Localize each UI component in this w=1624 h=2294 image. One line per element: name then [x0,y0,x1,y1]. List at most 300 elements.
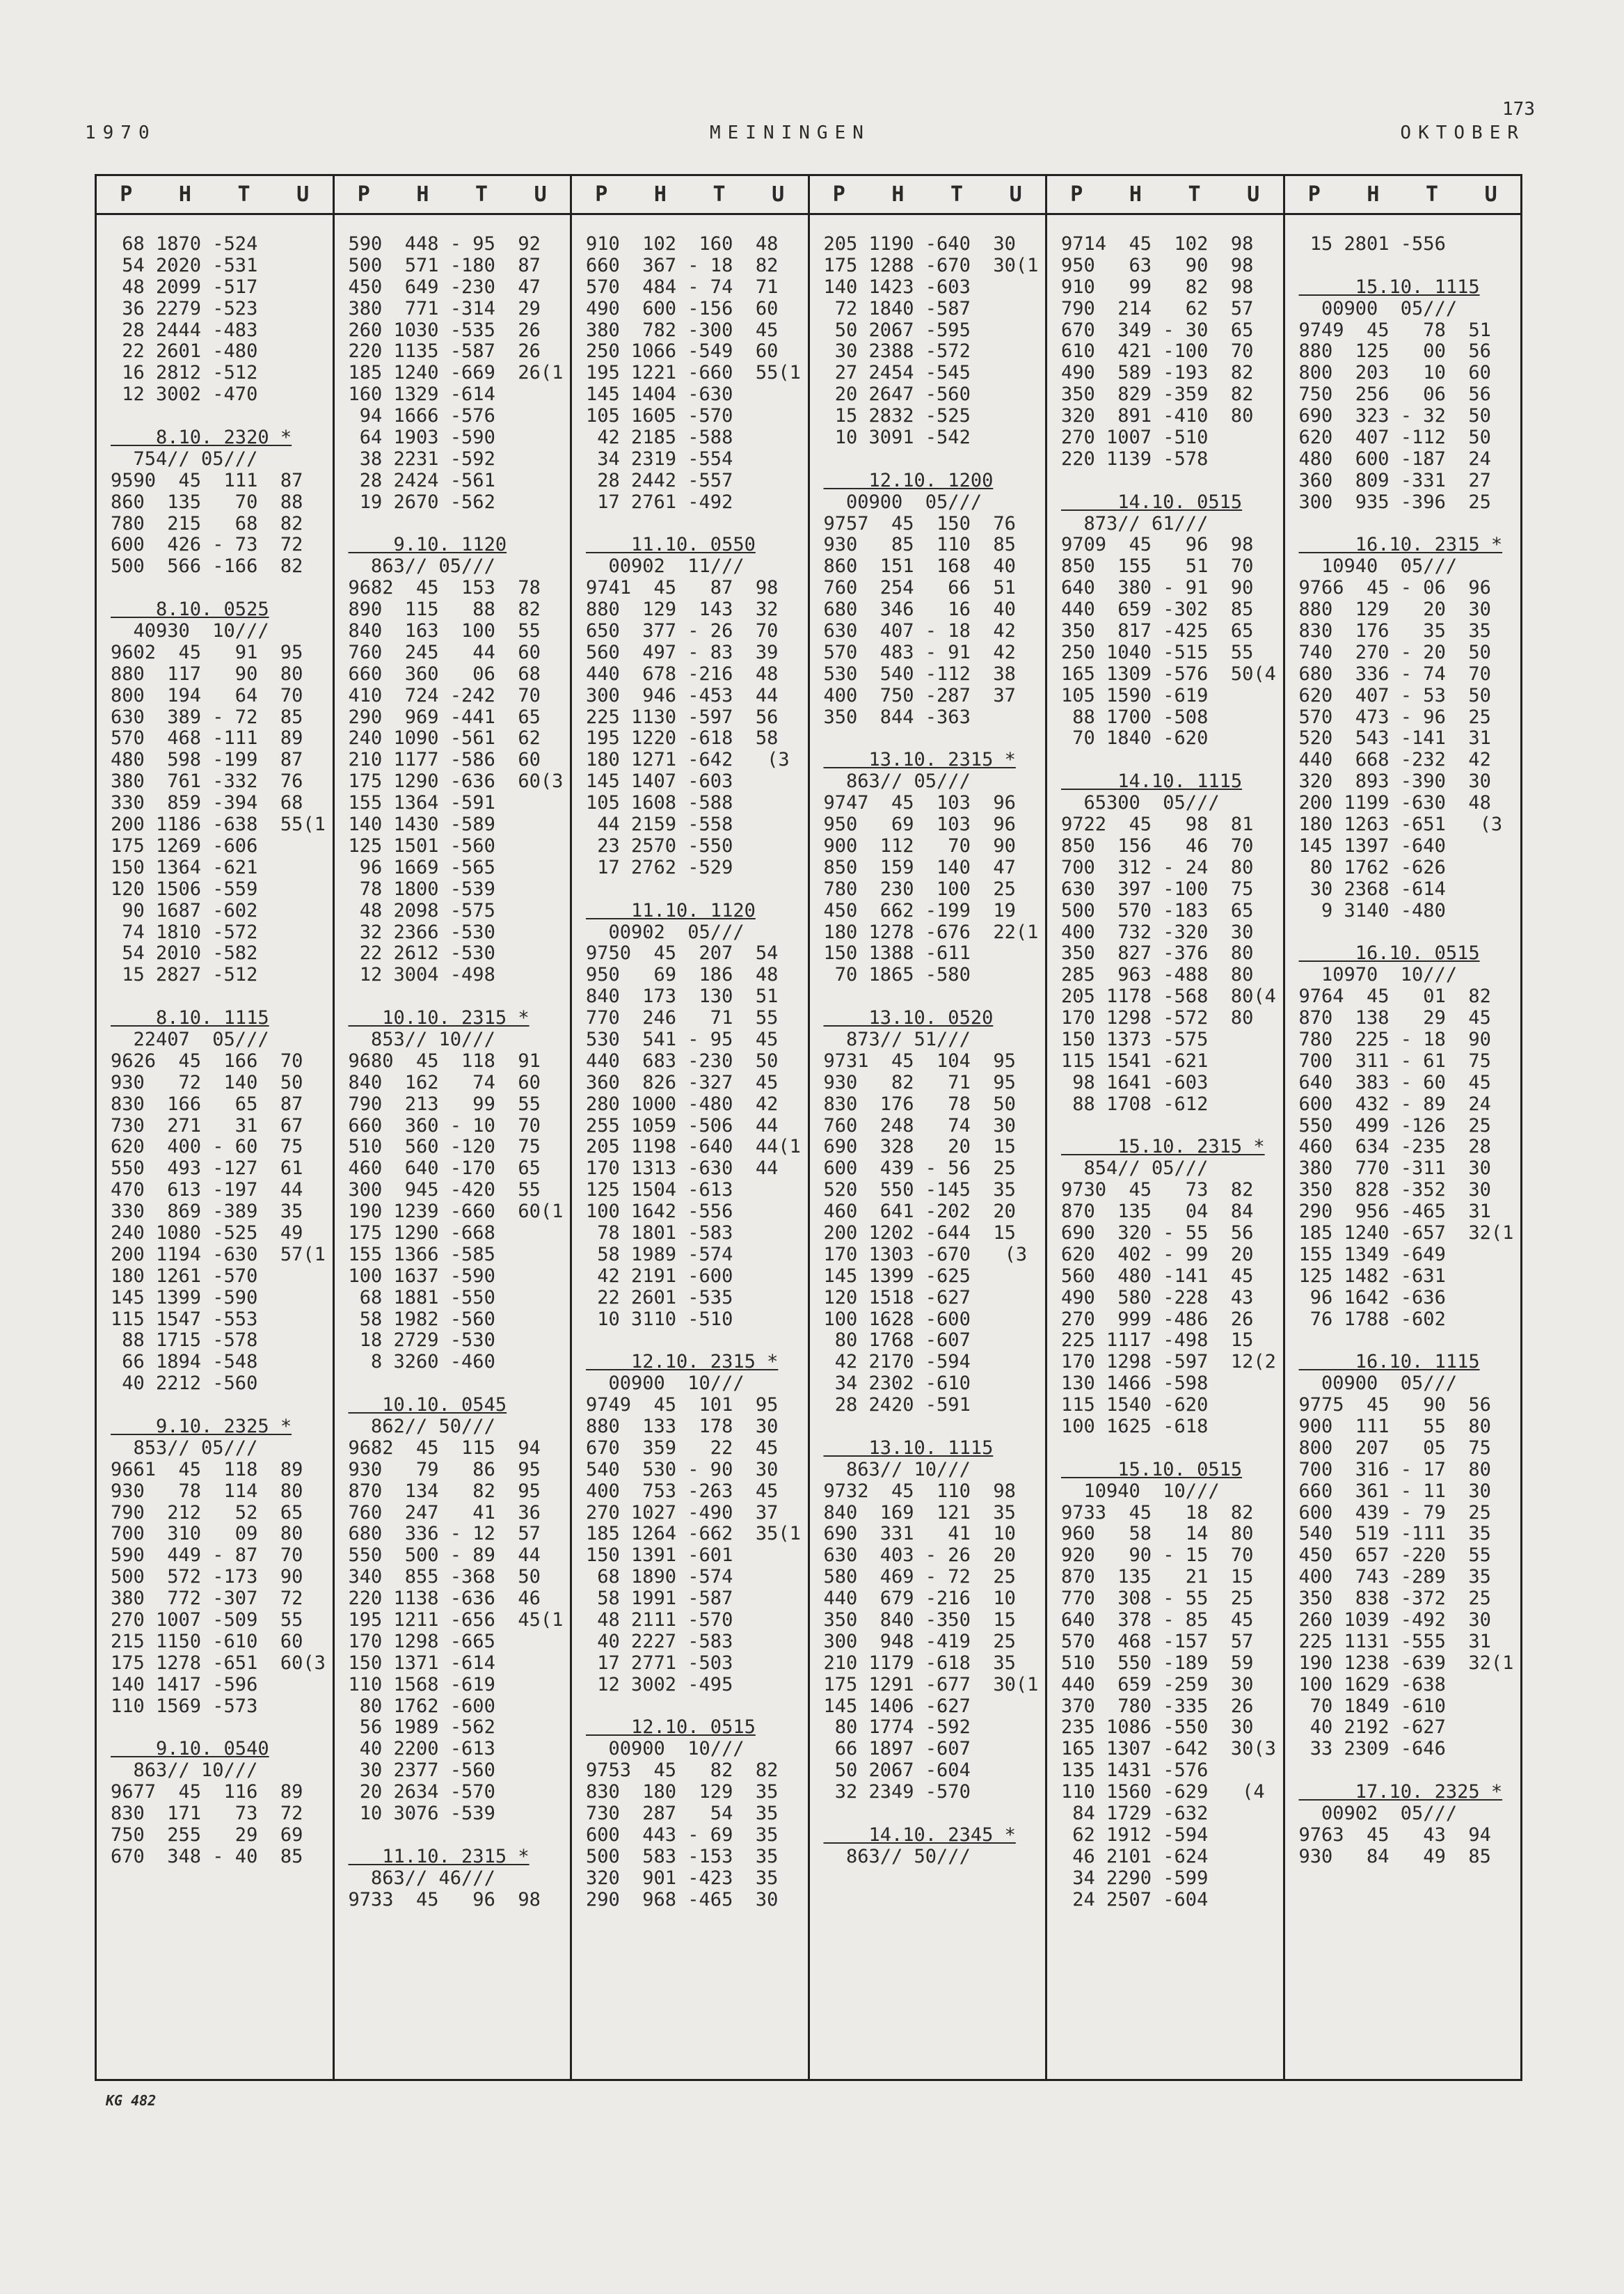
table-line [1061,921,1273,943]
table-line [111,921,323,943]
table-line [1299,1824,1511,1846]
observation-time-heading: 12.10. 2315 * [586,1351,779,1373]
data-row: 68 1881 -550 [348,1286,495,1308]
table-line [1061,1157,1273,1179]
data-row: 15 2827 -512 [111,964,258,986]
data-row: 863// 05/// [348,555,495,578]
data-row: 9730 45 73 82 [1061,1179,1254,1201]
column-header-label: U [1247,182,1260,207]
table-line [1061,427,1273,448]
data-row: 740 270 - 20 50 [1298,641,1491,663]
table-line [349,555,561,577]
table-line [349,1029,561,1050]
table-line [824,1781,1036,1803]
table-line [1299,1544,1511,1566]
table-line [349,1738,561,1759]
table-line [111,1759,323,1781]
table-line [1061,1824,1273,1846]
column-body [1047,215,1283,1910]
table-line [1299,857,1511,878]
table-line [111,534,323,555]
month-label: OKTOBER [1400,122,1525,143]
table-line [111,1329,323,1351]
table-line [1061,1588,1273,1609]
column-header-label: H [416,182,429,207]
table-line [1299,319,1511,341]
data-row: 28 2444 -483 [111,319,258,341]
data-row: 840 173 130 51 [586,986,779,1008]
data-row: 220 1139 -578 [1061,448,1209,470]
data-row: 350 840 -350 15 [823,1609,1016,1631]
data-row: 32 2349 -570 [823,1781,971,1803]
data-row: 350 838 -372 25 [1298,1588,1491,1610]
column-header-label: T [1188,182,1201,207]
data-row: 320 891 -410 80 [1061,405,1254,427]
data-row: 440 659 -259 30 [1061,1673,1254,1695]
data-row: 680 336 - 12 57 [348,1523,541,1545]
table-line [586,599,798,620]
table-line [1299,599,1511,620]
data-row: 410 724 -242 70 [348,684,541,706]
table-line [1299,1674,1511,1695]
data-row: 200 1199 -630 48 [1298,792,1491,814]
table-line [1299,921,1511,943]
table-line [1299,448,1511,470]
table-line [111,362,323,383]
table-line [111,340,323,362]
table-line [349,1803,561,1824]
data-row: 215 1150 -610 60 [111,1630,303,1652]
data-row: 72 1840 -587 [823,297,971,319]
table-line [823,1673,1039,1695]
data-row: 320 893 -390 30 [1298,770,1491,793]
data-row: 110 1569 -573 [111,1695,258,1717]
table-line [349,383,561,405]
table-line [824,555,1036,577]
table-line [1299,1265,1511,1287]
data-row: 42 2185 -588 [586,427,733,449]
data-row: 510 560 -120 75 [348,1136,541,1158]
table-line [1061,1093,1273,1115]
table-line [586,1759,798,1781]
data-row: 68 1890 -574 [586,1566,733,1588]
table-line [586,1329,798,1351]
data-row: 690 320 - 55 56 [1061,1221,1254,1244]
data-row: 9753 45 82 82 [586,1759,779,1782]
table-line [111,1201,323,1222]
table-line [1061,749,1273,770]
table-line [586,1394,798,1416]
table-line [349,1846,561,1867]
data-row: 56 1989 -562 [348,1716,495,1739]
data-row: 205 1190 -640 30 [823,233,1016,255]
table-line [1299,620,1511,642]
data-row: 140 1430 -589 [348,814,495,836]
table-line [1061,663,1276,685]
table-line [586,427,798,448]
table-line [824,685,1036,706]
table-line [111,964,323,986]
data-row: 570 484 - 74 71 [586,276,779,298]
table-line [824,1351,1036,1373]
table-line [349,749,561,770]
data-row: 690 323 - 32 50 [1298,405,1491,427]
data-row: 100 1625 -618 [1061,1415,1209,1437]
data-row: 10970 10/// [1298,964,1458,986]
data-row: 760 254 66 51 [823,577,1016,599]
table-line [349,405,561,427]
table-line [111,233,323,255]
table-line [1061,1759,1273,1781]
table-line [1061,1373,1273,1394]
table-line [349,1480,561,1502]
table-line [111,1716,323,1738]
table-line [586,1007,798,1029]
table-line [824,1437,1036,1459]
table-line [349,513,561,535]
table-line [1299,1459,1511,1480]
data-row: 440 678 -216 48 [586,663,779,685]
data-row: 130 1466 -598 [1061,1373,1209,1395]
table-line [824,383,1036,405]
table-line [1299,513,1511,535]
table-line [823,921,1039,943]
table-line [586,1308,798,1330]
table-line [586,792,798,814]
table-line [586,577,798,599]
table-line [586,1566,798,1588]
table-line [586,1631,798,1652]
table-line [586,1781,798,1803]
table-line [111,900,323,921]
table-line [824,1308,1036,1330]
table-line [1299,1029,1511,1050]
data-row: 9731 45 104 95 [823,1050,1016,1072]
table-line [824,1846,1036,1867]
table-line [1299,1072,1511,1093]
data-row: 90 1687 -602 [111,899,258,921]
table-line [824,1716,1036,1738]
data-row: 250 1066 -549 60 [586,340,779,363]
table-line [111,706,323,728]
data-row: 220 1138 -636 46 [348,1588,541,1610]
data-row: 850 159 140 47 [823,856,1016,878]
data-row: 690 331 41 10 [823,1523,1016,1545]
table-line [824,1459,1036,1480]
table-line [349,1459,561,1480]
table-line [1299,1007,1511,1029]
table-line [1299,1759,1511,1781]
table-line [1061,620,1273,642]
table-line [586,1179,798,1201]
data-row: 17 2761 -492 [586,491,733,513]
data-row: 830 171 73 72 [111,1803,303,1825]
data-row: 9775 45 90 56 [1298,1394,1491,1416]
table-line [349,1867,561,1889]
table-line [824,986,1036,1007]
table-line [824,1523,1036,1544]
data-row: 9732 45 110 98 [823,1480,1016,1502]
table-line [586,383,798,405]
data-row: 960 58 14 80 [1061,1523,1254,1545]
data-row: 270 1027 -490 37 [586,1501,779,1524]
data-row: 510 550 -189 59 [1061,1652,1254,1674]
table-line [1299,1351,1511,1373]
table-line [111,1093,323,1115]
data-row: 58 1982 -560 [348,1308,495,1330]
data-row: 730 287 54 35 [586,1803,779,1825]
table-line [586,448,798,470]
table-line [348,1201,564,1223]
observation-time-heading: 13.10. 2315 * [823,749,1016,771]
table-line [1299,362,1511,383]
table-line [349,1523,561,1544]
table-line [349,1308,561,1330]
table-line [586,942,798,964]
data-row: 490 600 -156 60 [586,297,779,319]
table-line [824,1803,1036,1824]
data-row: 690 328 20 15 [823,1136,1016,1158]
data-row: 630 407 - 18 42 [823,620,1016,642]
data-row: 340 855 -368 50 [348,1566,541,1588]
table-line [824,1072,1036,1093]
data-row: 50 2067 -595 [823,319,971,341]
table-column [1047,176,1285,2079]
observation-time-heading: 16.10. 2315 * [1298,534,1503,556]
table-line [824,1480,1036,1502]
table-line [111,298,323,319]
data-row: 42 2191 -600 [586,1265,733,1287]
data-row: 80 1768 -607 [823,1329,971,1352]
data-row: 870 138 29 45 [1298,1007,1491,1029]
data-row: 145 1399 -590 [111,1286,258,1308]
table-line [349,685,561,706]
data-row: 640 383 - 60 45 [1298,1071,1491,1093]
table-line [111,1523,323,1544]
data-row: 205 1178 -568 80(4 [1061,986,1276,1008]
data-row: 380 772 -307 72 [111,1588,303,1610]
data-row: 185 1264 -662 35(1 [586,1523,801,1545]
data-row: 873// 61/// [1061,512,1209,535]
data-row: 115 1541 -621 [1061,1050,1209,1072]
table-line [586,405,798,427]
data-row: 330 869 -389 35 [111,1201,303,1223]
table-line [586,298,798,319]
table-line [586,233,798,255]
table-line [111,1738,323,1759]
table-line [1061,383,1273,405]
table-line [586,1738,798,1759]
table-line [824,1416,1036,1437]
column-header-label: T [1426,182,1439,207]
data-row: 270 1007 -509 55 [111,1609,303,1631]
table-line [1061,362,1273,383]
table-line [586,1157,798,1179]
table-line [1299,1329,1511,1351]
table-line [1299,1115,1511,1137]
table-line [586,1072,798,1093]
table-line [1299,749,1511,770]
table-line [586,1867,798,1889]
data-row: 770 246 71 55 [586,1007,779,1029]
table-line [1061,942,1273,964]
data-row: 200 1194 -630 57(1 [111,1243,326,1265]
column-header [810,176,1046,215]
data-row: 560 480 -141 45 [1061,1265,1254,1287]
table-line [824,276,1036,298]
data-row: 115 1547 -553 [111,1308,258,1330]
data-row: 100 1629 -638 [1298,1673,1446,1695]
table-line [111,1265,323,1287]
table-line [586,319,798,341]
data-row: 873// 51/// [823,1028,971,1050]
data-row: 120 1506 -559 [111,878,258,900]
data-row: 155 1366 -585 [348,1243,495,1265]
data-row: 460 640 -170 65 [348,1157,541,1180]
data-row: 155 1349 -649 [1298,1243,1446,1265]
table-line [1299,770,1511,792]
table-line [1299,1287,1511,1308]
table-line [349,1394,561,1416]
column-header-label: H [178,182,191,207]
table-line [1061,255,1273,276]
data-row: 9602 45 91 95 [111,641,303,663]
table-line [824,878,1036,900]
data-row: 20 2647 -560 [823,383,971,406]
data-row: 145 1397 -640 [1298,834,1446,857]
data-row: 270 999 -486 26 [1061,1308,1254,1330]
table-line [586,362,801,384]
table-line [1061,319,1273,341]
table-line [586,1201,798,1222]
data-row: 120 1518 -627 [823,1286,971,1308]
data-row: 590 448 - 95 92 [348,233,541,255]
data-row: 115 1540 -620 [1061,1394,1209,1416]
observation-time-heading: 13.10. 0520 [823,1007,994,1029]
table-line [349,1416,561,1437]
table-line [111,577,323,599]
data-row: 550 493 -127 61 [111,1157,303,1180]
data-row: 380 782 -300 45 [586,319,779,341]
observation-time-heading: 15.10. 1115 [1298,276,1480,298]
data-row: 450 662 -199 19 [823,899,1016,921]
data-row: 100 1637 -590 [348,1265,495,1287]
data-row: 195 1221 -660 55(1 [586,362,801,384]
data-row: 70 1865 -580 [823,964,971,986]
data-row: 28 2420 -591 [823,1394,971,1416]
data-row: 44 2159 -558 [586,814,733,836]
observation-time-heading: 11.10. 0550 [586,534,756,556]
table-line [1299,1695,1511,1717]
table-line [111,986,323,1007]
data-row: 853// 05/// [111,1437,258,1459]
data-row: 105 1590 -619 [1061,684,1209,706]
data-row: 42 2170 -594 [823,1351,971,1373]
table-line [1061,298,1273,319]
data-row: 00900 10/// [586,1738,745,1760]
table-line [586,491,798,513]
table-line [1299,1803,1511,1824]
data-row: 290 969 -441 65 [348,706,541,728]
data-row: 80 1762 -600 [348,1695,495,1717]
data-row: 470 613 -197 44 [111,1179,303,1201]
table-line [1061,1265,1273,1287]
table-line [111,835,323,857]
table-line [1061,1695,1273,1717]
data-row: 680 336 - 74 70 [1298,663,1491,685]
table-line [1299,470,1511,491]
data-row: 930 82 71 95 [823,1071,1016,1093]
data-row: 17 2771 -503 [586,1652,733,1674]
table-line [586,921,798,943]
table-line [349,1050,561,1072]
data-row: 270 1007 -510 [1061,427,1209,449]
table-line [1061,900,1273,921]
table-line [349,921,561,943]
data-row: 730 271 31 67 [111,1114,303,1137]
table-line [1061,706,1273,728]
observation-time-heading: 16.10. 1115 [1298,1351,1480,1373]
table-line [111,1308,323,1330]
column-header-label: P [1307,182,1321,207]
table-line [586,685,798,706]
table-line [586,1889,798,1911]
observation-time-heading: 9.10. 2325 * [111,1415,292,1437]
data-row: 853// 10/// [348,1028,495,1050]
data-row: 900 112 70 90 [823,834,1016,857]
data-row: 10940 05/// [1298,555,1458,578]
table-line [824,298,1036,319]
data-row: 200 1186 -638 55(1 [111,814,326,836]
data-row: 38 2231 -592 [348,448,495,470]
table-line [1061,1523,1273,1544]
table-line [111,470,323,491]
data-row: 70 1849 -610 [1298,1695,1446,1717]
table-line [1061,405,1273,427]
data-row: 760 247 41 36 [348,1501,541,1524]
table-line [824,942,1036,964]
data-row: 600 426 - 73 72 [111,534,303,556]
table-line [1061,1050,1273,1072]
table-line [111,792,323,814]
table-line [586,1544,798,1566]
data-row: 700 311 - 61 75 [1298,1050,1491,1072]
table-column [1285,176,1521,2079]
table-line [824,1222,1036,1244]
table-line [349,1544,561,1566]
data-row: 800 194 64 70 [111,684,303,706]
data-row: 165 1309 -576 50(4 [1061,663,1276,685]
table-line [1061,642,1273,663]
table-line [824,513,1036,535]
data-row: 175 1291 -677 30(1 [823,1673,1039,1695]
data-row: 180 1271 -642 (3 [586,749,790,771]
table-line [824,233,1036,255]
data-row: 74 1810 -572 [111,921,258,943]
data-row: 105 1605 -570 [586,405,733,427]
data-row: 600 443 - 69 35 [586,1824,779,1846]
table-line [349,319,561,341]
data-row: 78 1801 -583 [586,1221,733,1244]
data-row: 660 360 06 68 [348,663,541,685]
table-line [1061,491,1273,513]
table-line [349,1652,561,1674]
table-line [824,1695,1036,1717]
table-line [824,1502,1036,1524]
observation-time-heading: 12.10. 0515 [586,1716,756,1739]
page-number: 173 [1502,99,1535,120]
table-line [349,1222,561,1244]
